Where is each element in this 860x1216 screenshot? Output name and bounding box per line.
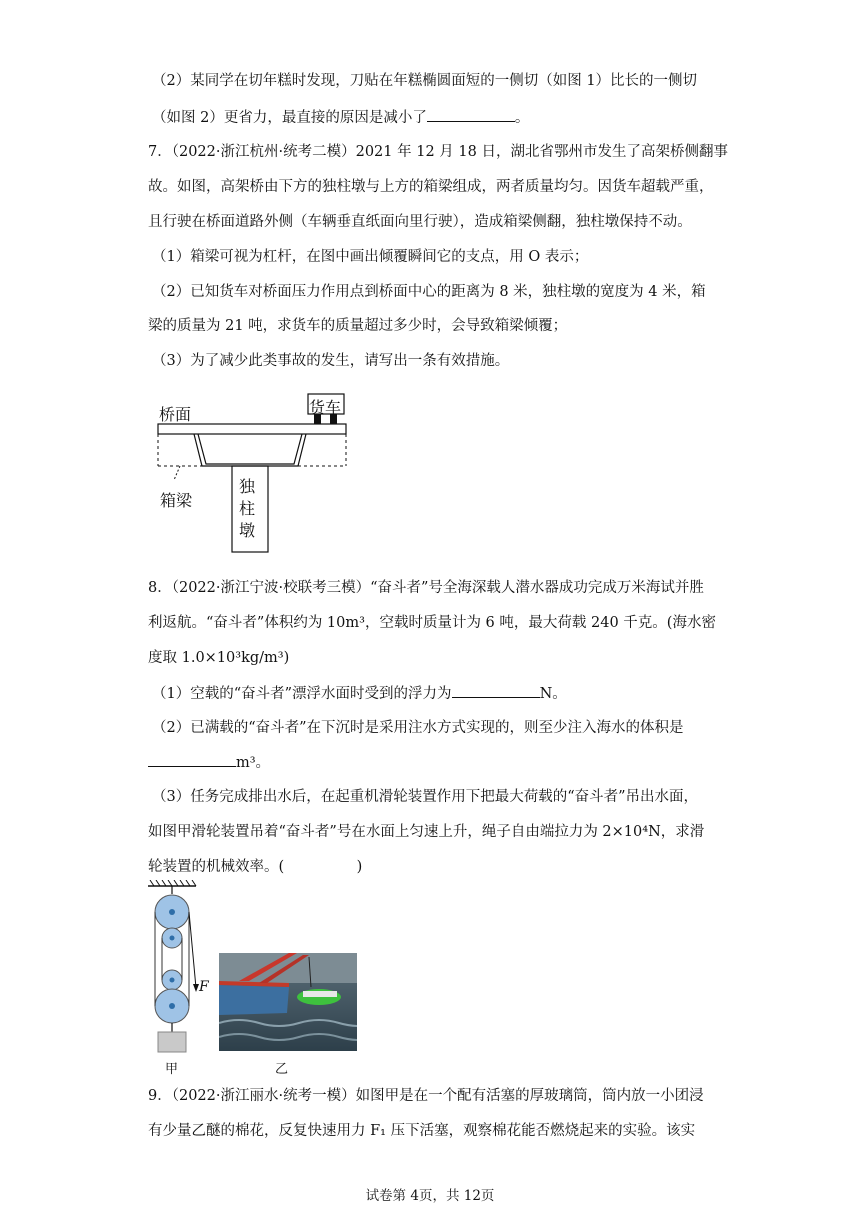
figure-label-yi: 乙: [275, 1062, 289, 1077]
q7-sub3: （3）为了减少此类事故的发生，请写出一条有效措施。: [152, 353, 510, 369]
q7-sub2-line2: 梁的质量为 21 吨，求货车的质量超过多少时，会导致箱梁倾覆；: [148, 318, 568, 334]
q8-sub1: （1）空载的“奋斗者”漂浮水面时受到的浮力为 N。: [152, 683, 567, 704]
answer-blank[interactable]: [427, 107, 515, 122]
q7-sub2-line1: （2）已知货车对桥面压力作用点到桥面中心的距离为 8 米，独柱墩的宽度为 4 米，箱: [152, 284, 706, 300]
pier-label-1: 独: [239, 477, 256, 496]
pier-label-3: 墩: [239, 521, 256, 540]
q8-heading: 8．（2022·浙江宁波·校联考三模）“奋斗者”号全海深载人潜水器成功完成万米海试并胜: [148, 580, 704, 596]
q8-sub3-line3: 轮装置的机械效率。( ): [148, 859, 363, 875]
pulley-system-diagram: [144, 880, 216, 1060]
box-girder-inner: [198, 434, 302, 464]
truck-label: 货车: [309, 398, 342, 417]
q7-line3: 且行驶在桥面道路外侧（车辆垂直纸面向里行驶），造成箱梁侧翻，独柱墩保持不动。: [148, 214, 692, 230]
pier-label-2: 柱: [239, 499, 256, 518]
page-footer: 试卷第 4页，共 12页: [365, 1188, 495, 1204]
q8-sub3-line2: 如图甲滑轮装置吊着“奋斗者”号在水面上匀速上升，绳子自由端拉力为 2×10⁴N，求滑: [148, 824, 705, 840]
q8-line3: 度取 1.0×10³kg/m³): [148, 650, 290, 666]
bridge-deck-label: 桥面: [159, 405, 192, 424]
q8-sub3-line1: （3）任务完成排出水后，在起重机滑轮装置作用下把最大荷载的“奋斗者”吊出水面，: [152, 789, 699, 805]
q7-sub1: （1）箱梁可视为杠杆，在图中画出倾覆瞬间它的支点，用 O 表示；: [152, 249, 589, 265]
q7-line2: 故。如图，高架桥由下方的独柱墩与上方的箱梁组成，两者质量均匀。因货车超载严重，: [148, 179, 714, 195]
load-block: [158, 1032, 186, 1052]
bridge-deck: [158, 424, 346, 434]
answer-blank[interactable]: [452, 683, 540, 698]
q9-line2: 有少量乙醚的棉花，反复快速用力 F₁ 压下活塞，观察棉花能否燃烧起来的实验。该实: [148, 1123, 696, 1139]
q7-heading: 7．（2022·浙江杭州·统考二模）2021 年 12 月 18 日，湖北省鄂州市发生了高架桥侧翻事: [148, 144, 728, 160]
submersible-photo-illustration: [219, 953, 357, 1051]
q8-sub2-line2: m³。: [148, 752, 270, 773]
q6-sub2-line2: （如图 2）更省力，最直接的原因是减小了 。: [152, 107, 529, 128]
q8-line2: 利返航。“奋斗者”体积约为 10m³，空载时质量计为 6 吨，最大荷载 240 千克。(海水密: [148, 615, 716, 631]
q6-sub2-line1: （2）某同学在切年糕时发现，刀贴在年糕椭圆面短的一侧切（如图 1）比长的一侧切: [152, 73, 698, 89]
submersible-photo: [219, 953, 357, 1051]
force-label: F: [199, 979, 209, 995]
q9-heading: 9．（2022·浙江丽水·统考一模）如图甲是在一个配有活塞的厚玻璃筒，筒内放一小团浸: [148, 1088, 704, 1104]
figure-label-jia: 甲: [165, 1062, 179, 1077]
q8-sub2-line1: （2）已满载的“奋斗者”在下沉时是采用注水方式实现的，则至少注入海水的体积是: [152, 720, 684, 736]
box-girder-label: 箱梁: [160, 491, 193, 510]
answer-blank[interactable]: [148, 752, 236, 767]
